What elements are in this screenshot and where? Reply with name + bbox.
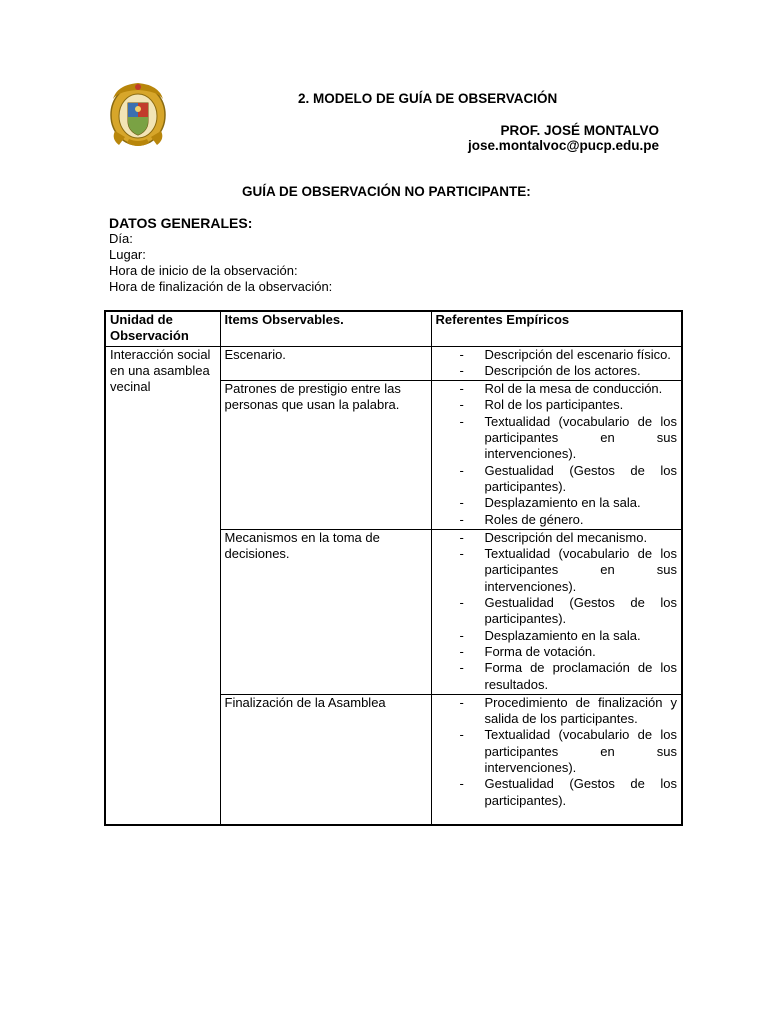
refs-cell [431, 346, 682, 381]
list-item: - Gestualidad (Gestos de los participantes). [459, 776, 677, 808]
unit-cell: Interacción social en una asamblea vecinal [105, 346, 220, 825]
header-references: Referentes Empíricos [431, 311, 682, 346]
list-item: - Forma de proclamación de los resultados. [459, 660, 677, 692]
professor-email: jose.montalvoc@pucp.edu.pe [468, 138, 659, 153]
list-item: - Descripción del mecanismo. [459, 529, 648, 545]
table-header-row [105, 311, 682, 346]
list-item: - Desplazamiento en la sala. [459, 627, 641, 643]
list-item: - Textualidad (vocabulario de los participantes en sus intervenciones). [459, 413, 677, 462]
header-unit: Unidad de Observación [105, 311, 220, 346]
refs-cell [431, 381, 682, 530]
list-item: - Descripción de los actores. [459, 362, 641, 378]
list-item: - Rol de la mesa de conducción. [459, 381, 663, 397]
field-end-time: Hora de finalización de la observación: [109, 279, 333, 294]
item-cell: Patrones de prestigio entre las personas que usan la palabra. [220, 381, 431, 530]
observation-table [104, 310, 683, 826]
table-row [105, 346, 682, 381]
item-cell: Finalización de la Asamblea [220, 694, 431, 825]
list-item: - Rol de los participantes. [459, 397, 624, 413]
list-item: - Roles de género. [459, 511, 584, 527]
list-item: - Gestualidad (Gestos de los participantes). [459, 462, 677, 494]
field-day: Día: [109, 231, 133, 246]
guide-subtitle: GUÍA DE OBSERVACIÓN NO PARTICIPANTE: [242, 184, 531, 199]
list-item: - Forma de votación. [459, 643, 596, 659]
general-data-section [109, 215, 332, 295]
refs-cell [431, 694, 682, 825]
item-cell: Escenario. [220, 346, 431, 381]
list-item: - Procedimiento de finalización y salida de los participantes. [459, 694, 677, 727]
refs-cell [431, 529, 682, 694]
header-items: Items Observables. [220, 311, 431, 346]
refs-list [436, 347, 678, 380]
university-seal-logo [107, 79, 169, 151]
general-data-heading: DATOS GENERALES: [109, 215, 253, 231]
list-item: - Textualidad (vocabulario de los participantes en sus intervenciones). [459, 546, 677, 594]
item-cell: Mecanismos en la toma de decisiones. [220, 529, 431, 694]
refs-list [436, 381, 678, 528]
refs-list [436, 530, 678, 693]
field-place: Lugar: [109, 247, 146, 262]
list-item: - Desplazamiento en la sala. [459, 495, 641, 511]
list-item: - Textualidad (vocabulario de los participantes en sus intervenciones). [459, 727, 677, 776]
list-item: - Descripción del escenario físico. [459, 346, 671, 362]
list-item: - Gestualidad (Gestos de los participantes). [459, 595, 677, 627]
document-title: 2. MODELO DE GUÍA DE OBSERVACIÓN [298, 91, 558, 106]
refs-list [436, 695, 678, 809]
field-start-time: Hora de inicio de la observación: [109, 263, 298, 278]
professor-name: PROF. JOSÉ MONTALVO [500, 123, 659, 138]
